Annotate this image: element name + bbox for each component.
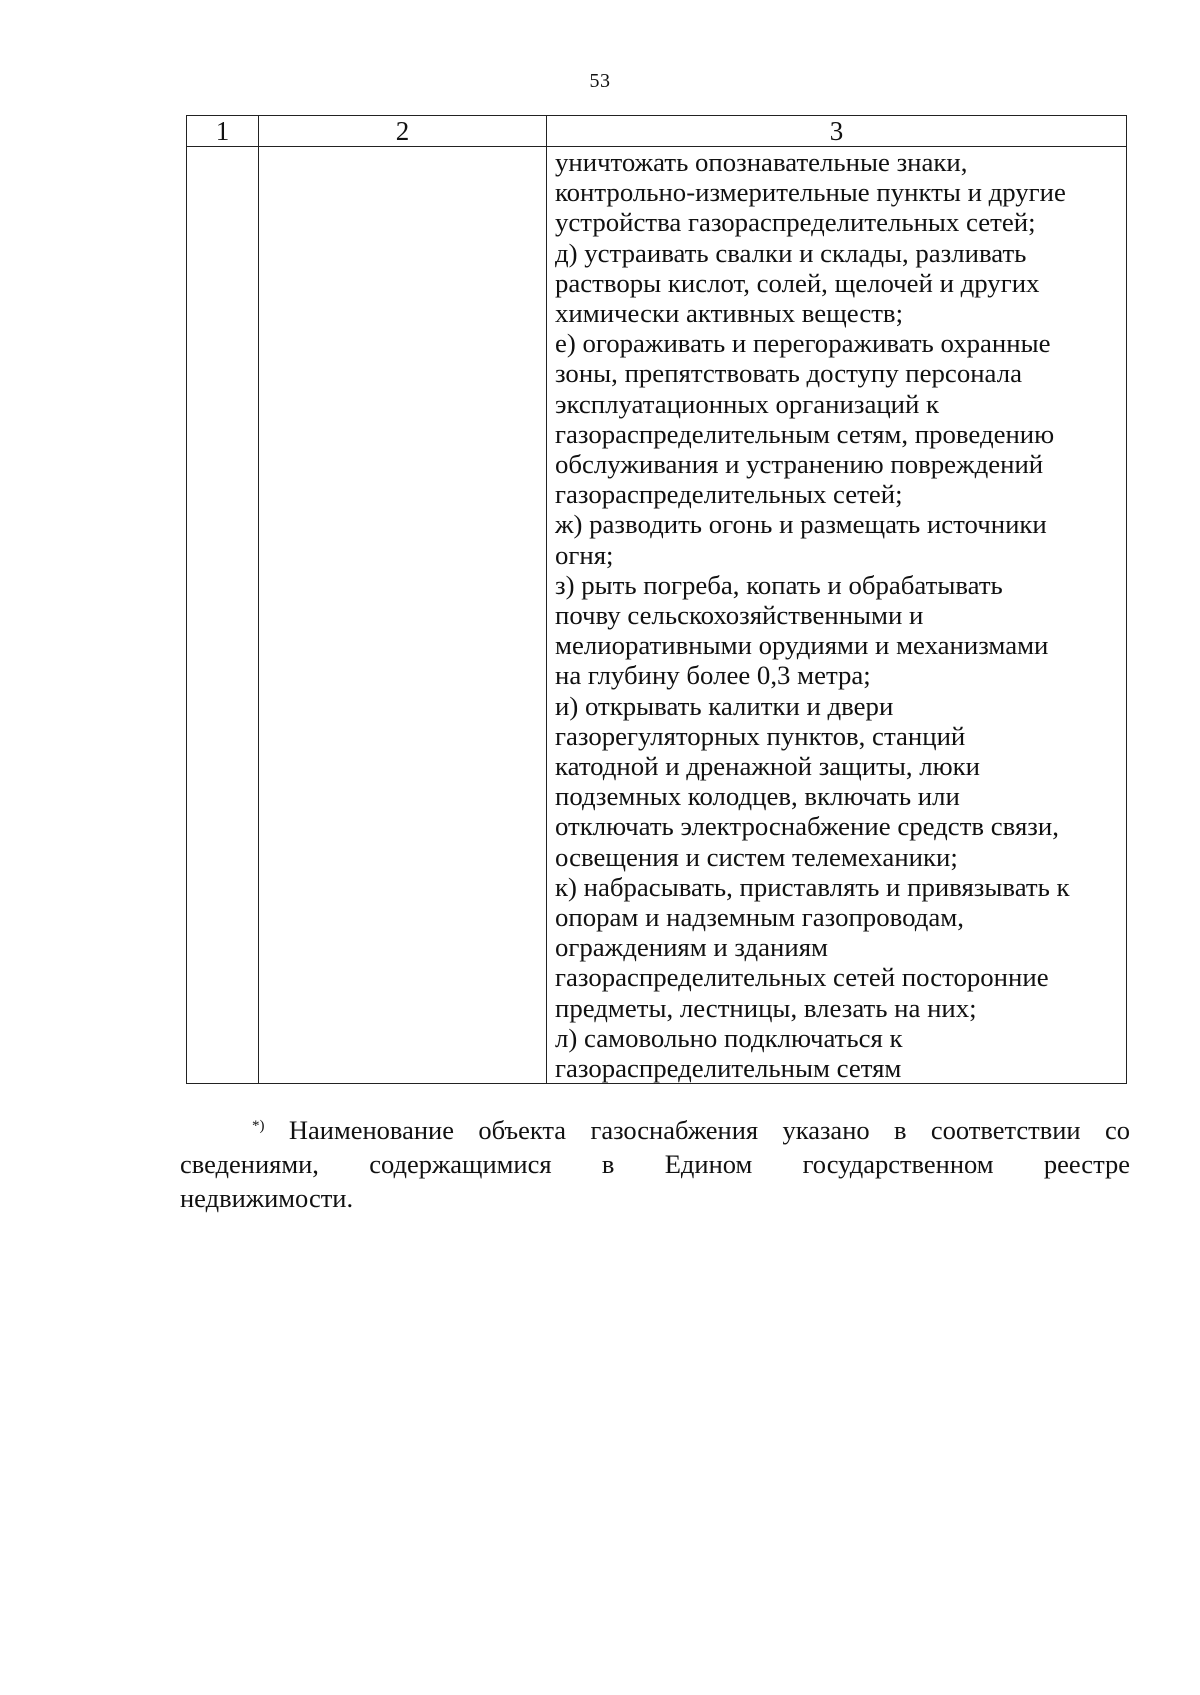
page-number: 53 [589,70,611,92]
cell-text-line: з) рыть погреба, копать и обрабатывать [555,569,1003,600]
footnote-line: сведениями, содержащимися в Едином государственном реестре [180,1149,1130,1179]
cell-text-line: предметы, лестницы, влезать на них; [555,992,977,1023]
footnote-text: Наименование объекта газоснабжения указано в соответствии со [288,1115,1130,1145]
cell-text-line: и) открывать калитки и двери [555,690,894,721]
cell-text-line: контрольно-измерительные пункты и другие [555,177,1066,208]
cell-text-line: обслуживания и устранению повреждений [555,449,1044,480]
cell-text-line: ж) разводить огонь и размещать источники [555,509,1047,540]
cell-text-line: уничтожать опознавательные знаки, [555,147,968,177]
cell-text-line: мелиоративными орудиями и механизмами [555,630,1049,661]
cell-text-line: химически активных веществ; [555,298,904,329]
footnote-line: недвижимости. [180,1183,354,1213]
cell-text-line: эксплуатационных организаций к [555,388,940,419]
column-header-3: 3 [547,116,1127,147]
table-row [187,147,1127,1084]
column-header-1: 1 [187,116,259,147]
column-header-2: 2 [259,116,547,147]
cell-text-line: газораспределительным сетям, проведению [555,418,1055,449]
cell-text-line: е) огораживать и перегораживать охранные [555,328,1051,359]
footnote-marker: *) [252,1118,265,1134]
cell-text-line: зоны, препятствовать доступу персонала [555,358,1022,389]
cell-text-line: к) набрасывать, приставлять и привязывать к [555,871,1070,902]
cell-text-line: катодной и дренажной защиты, люки [555,751,981,782]
footnote [180,1113,1130,1215]
cell-text-line: на глубину более 0,3 метра; [555,660,871,691]
cell-text-line: растворы кислот, солей, щелочей и других [555,267,1040,298]
cell-text-line: газораспределительным сетям [555,1053,902,1084]
cell-text-line: опорам и надземным газопроводам, [555,902,964,933]
cell-text-line: почву сельскохозяйственными и [555,600,924,631]
footnote-line [180,1113,1130,1147]
cell-col3 [547,147,1127,1084]
requirements-table [186,115,1127,1084]
cell-text-line: освещения и систем телемеханики; [555,841,958,872]
cell-text-line: л) самовольно подключаться к [555,1022,903,1053]
cell-text-line: устройства газораспределительных сетей; [555,207,1036,238]
cell-col1 [187,147,259,1084]
cell-text-line: д) устраивать свалки и склады, разливать [555,237,1027,268]
cell-text-line: газорегуляторных пунктов, станций [555,720,966,751]
cell-text-line: газораспределительных сетей; [555,479,903,510]
table-header-row [187,116,1127,147]
cell-text-line: огня; [555,539,614,570]
cell-text-line: подземных колодцев, включать или [555,781,960,812]
cell-text-line: отключать электроснабжение средств связи, [555,811,1059,842]
cell-text-line: газораспределительных сетей посторонние [555,962,1049,993]
cell-col2 [259,147,547,1084]
cell-text-line: ограждениям и зданиям [555,932,829,963]
